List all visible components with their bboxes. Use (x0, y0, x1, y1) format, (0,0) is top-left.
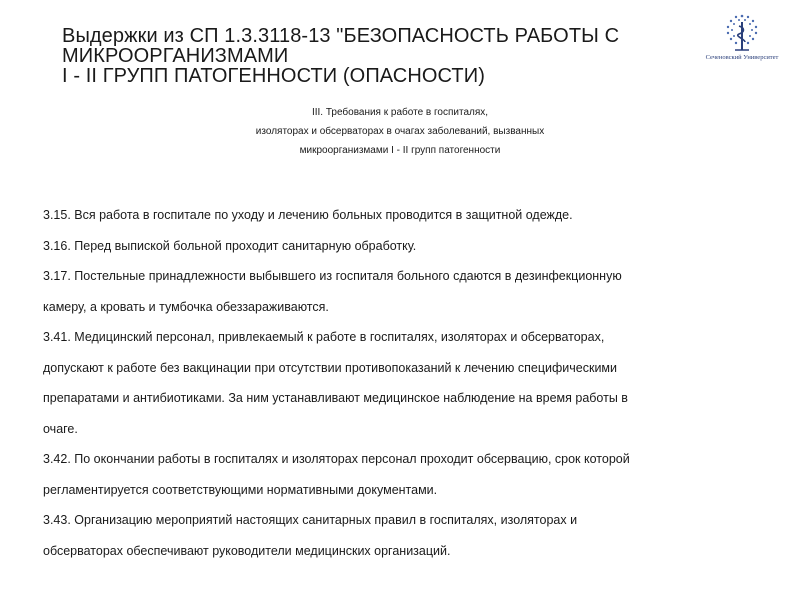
title-line-1: Выдержки из СП 1.3.3118-13 "БЕЗОПАСНОСТЬ РАБОТЫ С (62, 25, 620, 47)
list-item (43, 322, 763, 444)
list-item (43, 261, 763, 322)
subtitle-line-2: изоляторах и обсерваторах в очагах заболеваний, вызванных (255, 126, 545, 137)
title-line-3: I - II ГРУПП ПАТОГЕННОСТИ (ОПАСНОСТИ) (62, 65, 485, 87)
tree-emblem-icon (722, 12, 762, 54)
section-subtitle (150, 103, 650, 160)
item-line: камеру, а кровать и тумбочка обеззараживаются. (43, 299, 329, 314)
item-line: 3.17. Постельные принадлежности выбывшего из госпиталя больного сдаются в дезинфекционную (43, 269, 622, 283)
item-line: очаге. (43, 421, 78, 436)
item-line: 3.15. Вся работа в госпитале по уходу и лечению больных проводится в защитной одежде. (43, 208, 573, 222)
list-item (43, 231, 763, 262)
university-logo (694, 12, 790, 68)
slide-title (62, 26, 682, 86)
item-line: регламентируется соответствующими нормативными документами. (43, 482, 438, 497)
list-item (43, 505, 763, 566)
regulation-list (43, 200, 763, 566)
list-item (43, 444, 763, 505)
item-line: 3.41. Медицинский персонал, привлекаемый к работе в госпиталях, изоляторах и обсерваторах, (43, 330, 605, 344)
list-item (43, 200, 763, 231)
item-line: допускают к работе без вакцинации при отсутствии противопоказаний к лечению специфическими (43, 360, 617, 375)
item-line: 3.16. Перед выпиской больной проходит санитарную обработку. (43, 238, 417, 253)
item-line: 3.43. Организацию мероприятий настоящих санитарных правил в госпиталях, изоляторах и (43, 513, 578, 527)
item-line: 3.42. По окончании работы в госпиталях и изоляторах персонал проходит обсервацию, срок которой (43, 452, 630, 466)
logo-text: Сеченовский Университет (705, 54, 779, 61)
item-line: обсерваторах обеспечивают руководители медицинских организаций. (43, 543, 451, 558)
subtitle-line-1: III. Требования к работе в госпиталях, (311, 107, 489, 118)
subtitle-line-3: микроорганизмами I - II групп патогенности (299, 145, 501, 156)
item-line: препаратами и антибиотиками. За ним устанавливают медицинское наблюдение на время работы в (43, 391, 628, 405)
title-line-2: МИКРООРГАНИЗМАМИ (62, 45, 289, 67)
